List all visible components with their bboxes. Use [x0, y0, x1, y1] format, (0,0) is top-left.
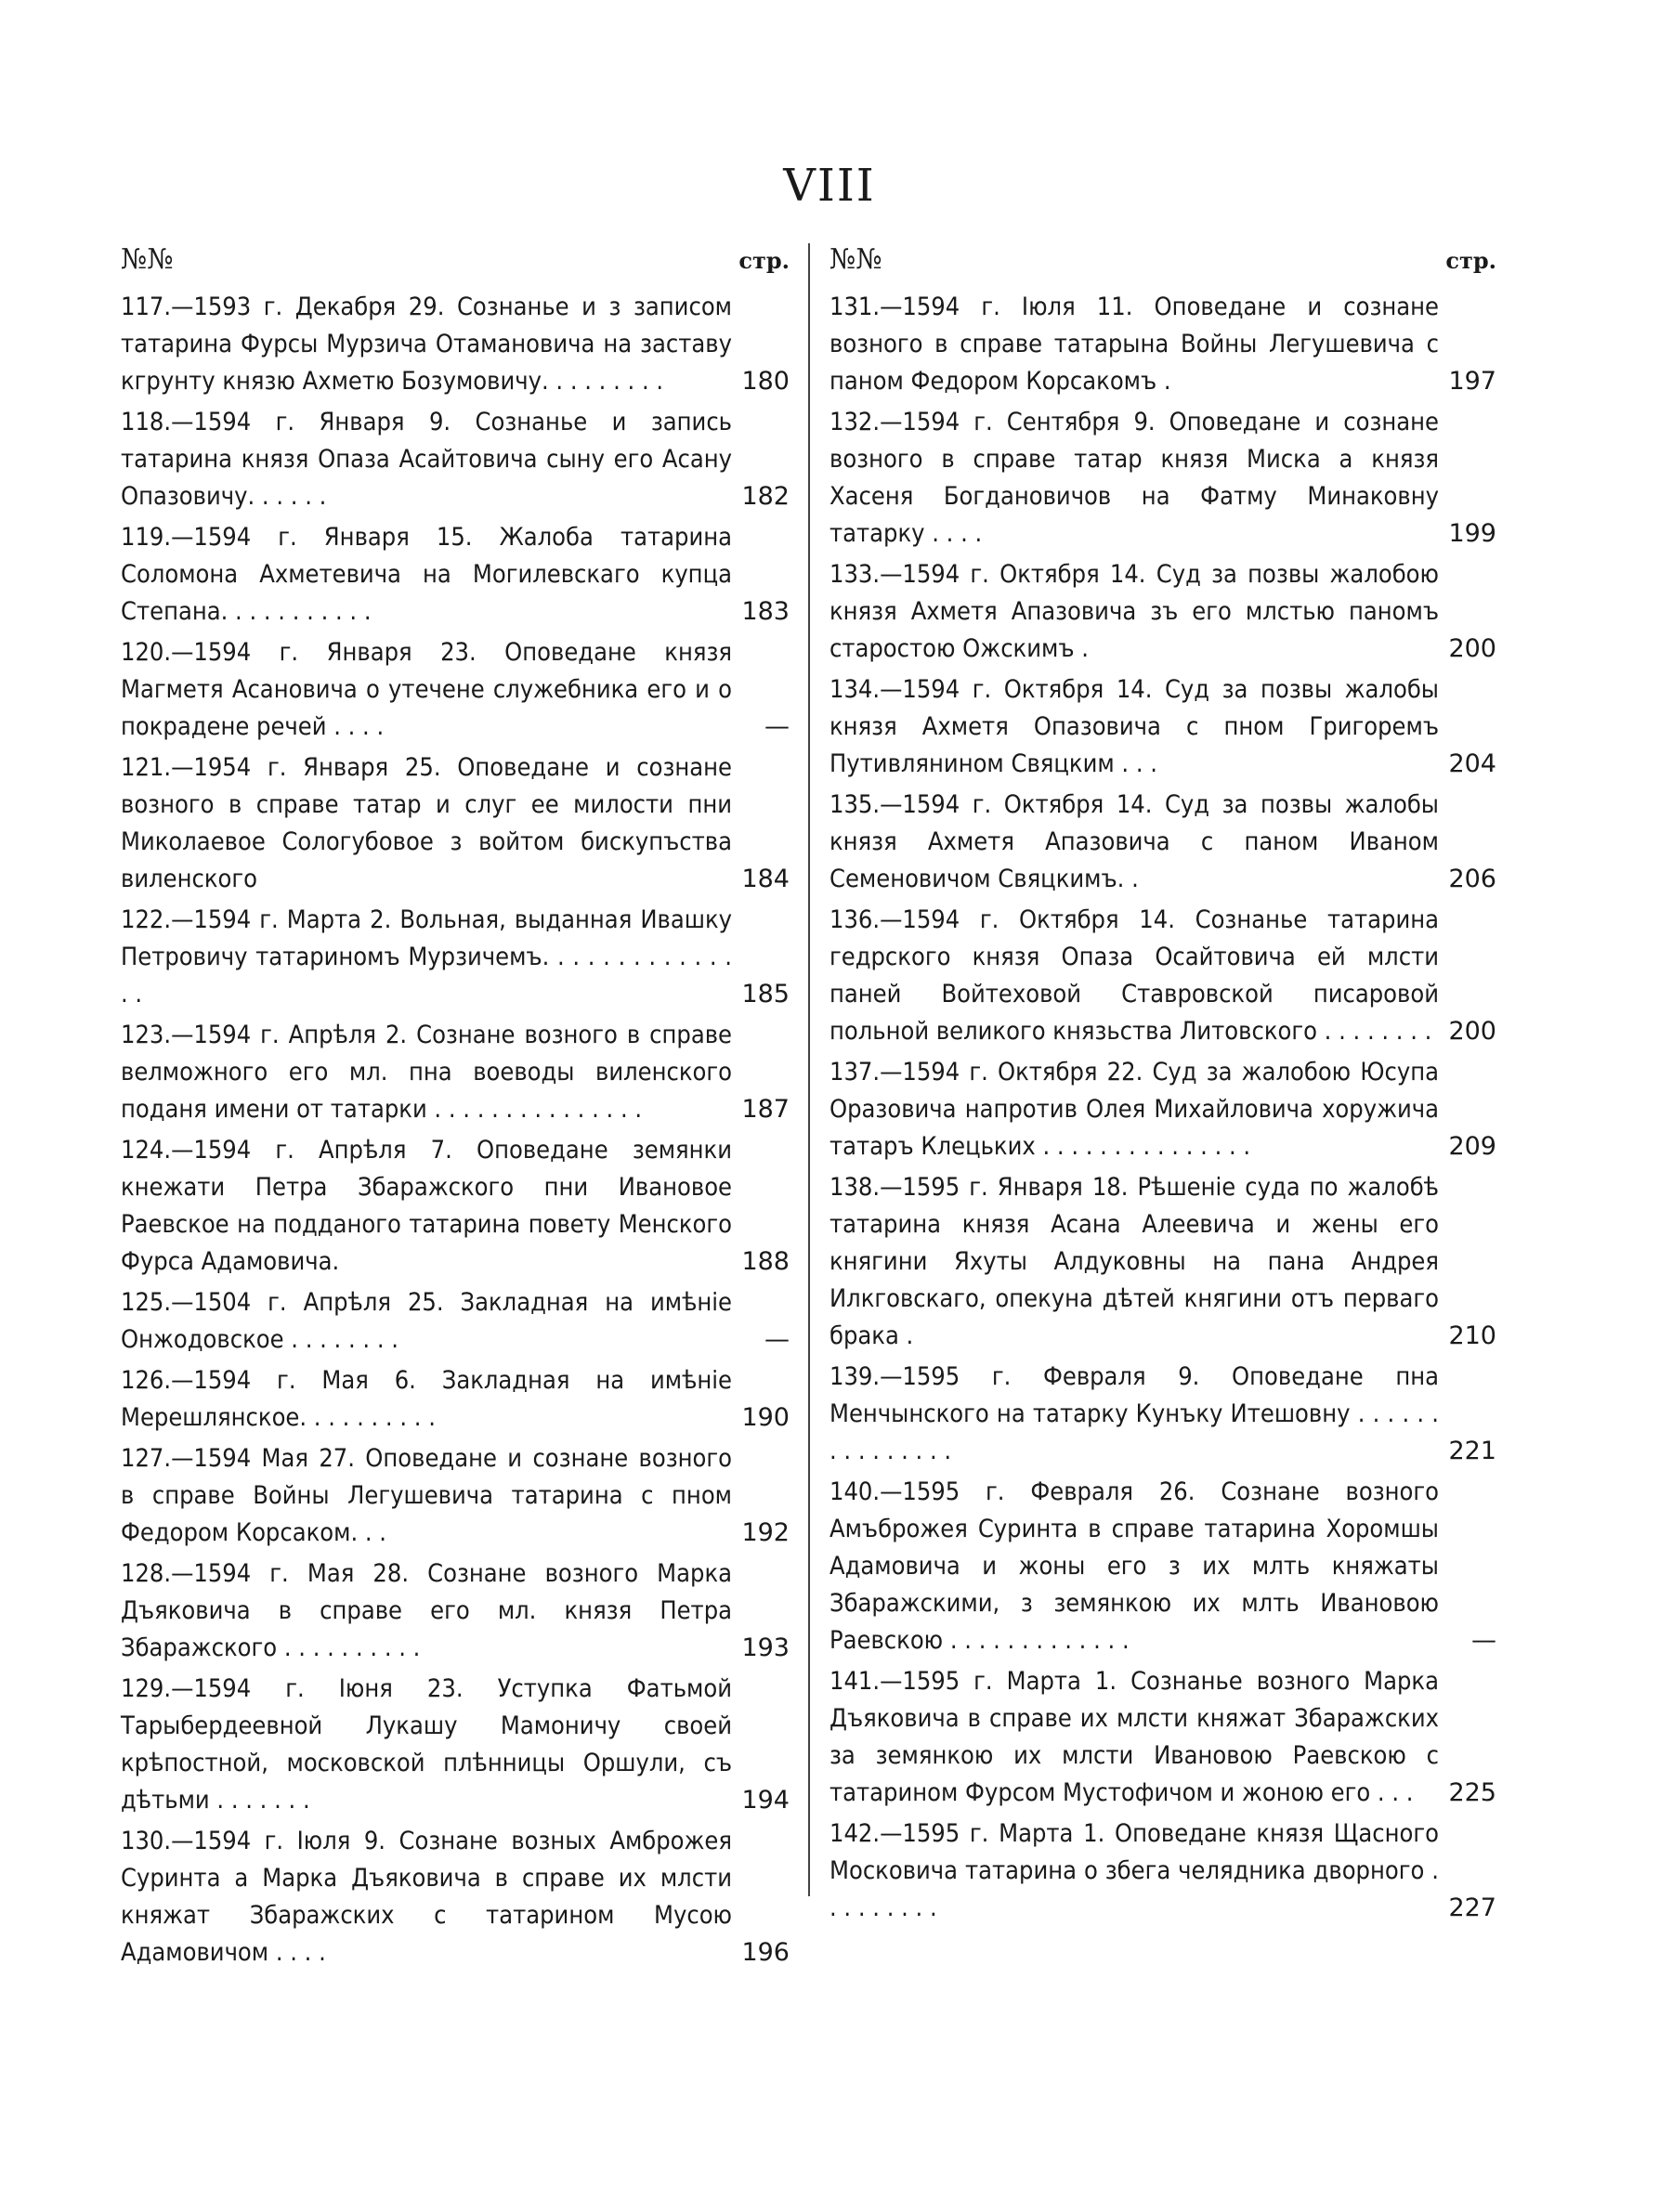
toc-entry-number: 127.	[121, 1444, 172, 1473]
toc-entry-page: 221	[1448, 1437, 1496, 1465]
toc-entry	[830, 902, 1496, 1050]
toc-entry-number: 139.	[830, 1362, 881, 1391]
column-header	[830, 243, 1496, 276]
toc-entry-text	[830, 671, 1439, 783]
page-column-label: стр.	[738, 247, 790, 274]
toc-entry	[830, 1474, 1496, 1659]
toc-entry-text	[830, 1663, 1439, 1812]
toc-entry-page: 200	[1448, 634, 1496, 663]
toc-entry-number: 137.	[830, 1058, 881, 1086]
toc-entry-text	[830, 289, 1439, 400]
toc-entry-page: —	[764, 1325, 790, 1354]
toc-entry-number: 120.	[121, 638, 172, 667]
toc-entry-page: 180	[741, 367, 790, 396]
toc-entry	[121, 289, 790, 400]
toc-entry	[121, 1555, 790, 1667]
toc-entry-title: —1594 г. Мая 28. Сознане возного Марка Дъяковича в справе его мл. князя Петра Збаражского . . . . . . . . . .	[121, 1559, 732, 1662]
toc-entry-page: 200	[1448, 1017, 1496, 1046]
toc-entry-number: 134.	[830, 675, 881, 704]
toc-entry-title: —1594 г. Іюля 9. Сознане возных Амброжея Суринта а Марка Дъяковича в справе их млсти княжат Збаражских с татарином Мусою Адамовичом . . . .	[121, 1827, 732, 1967]
toc-column-right	[830, 243, 1496, 1931]
toc-entry-text	[121, 1284, 732, 1359]
toc-entry-number: 141.	[830, 1667, 881, 1696]
toc-entry	[121, 1284, 790, 1359]
toc-entry	[121, 902, 790, 1013]
toc-entry	[830, 289, 1496, 400]
toc-entry-text	[121, 1440, 732, 1552]
toc-entry-page: 185	[741, 980, 790, 1008]
toc-entry	[121, 634, 790, 746]
toc-entry-text	[121, 902, 732, 1013]
page-number: VIII	[783, 160, 876, 212]
toc-entry-title: —1594 г. Іюля 11. Оповедане и сознане возного в справе татарына Войны Легушевича с паном Федором Корсакомъ .	[830, 293, 1439, 396]
toc-entry-number: 117.	[121, 293, 172, 321]
toc-entry-text	[121, 1555, 732, 1667]
toc-entry-text	[830, 902, 1439, 1050]
toc-entry-page: —	[1471, 1626, 1496, 1655]
column-divider	[808, 243, 810, 1896]
toc-entry-text	[830, 1815, 1439, 1927]
toc-entry-text	[830, 1359, 1439, 1470]
toc-entry	[121, 1440, 790, 1552]
toc-entry-page: 188	[741, 1247, 790, 1276]
toc-entry-text	[121, 1362, 732, 1437]
toc-entry-title: —1594 г. Января 9. Сознанье и запись татарина князя Опаза Асайтовича сыну его Асану Опазовичу. . . . . .	[121, 408, 732, 511]
toc-entry-text	[121, 289, 732, 400]
toc-entry-number: 133.	[830, 560, 881, 589]
toc-entry	[121, 1671, 790, 1819]
toc-entry	[830, 556, 1496, 668]
toc-entry-page: 184	[741, 865, 790, 893]
toc-entry	[830, 1169, 1496, 1355]
toc-entry-text	[121, 1017, 732, 1128]
toc-entry	[121, 1017, 790, 1128]
toc-entry-page: 206	[1448, 865, 1496, 893]
toc-entry-text	[830, 1054, 1439, 1165]
toc-entry	[830, 404, 1496, 553]
toc-entry	[830, 1815, 1496, 1927]
toc-entry-title: —1594 г. Іюня 23. Уступка Фатьмой Тарыбердеевной Лукашу Мамоничу своей крѣпостной, московской плѣнницы Оршули, съ дѣтьми . . . . . . .	[121, 1674, 732, 1815]
toc-entry-title: —1594 г. Октября 14. Суд за позвы жалобы князя Ахметя Апазовича с паном Иваном Семеновичом Свяцкимъ. .	[830, 790, 1439, 893]
toc-entry-text	[121, 634, 732, 746]
toc-list	[830, 289, 1496, 1927]
toc-entry-title: —1595 г. Февраля 9. Оповедане пна Менчынского на татарку Кунъку Итешовну . . . . . . . . . . . . . . .	[830, 1362, 1439, 1465]
toc-entry-text	[121, 519, 732, 631]
toc-entry-text	[830, 404, 1439, 553]
toc-entry-title: —1593 г. Декабря 29. Сознанье и з записом татарина Фурсы Мурзича Отамановича на заставу кгрунту князю Ахметю Бозумовичу. . . . . . . . .	[121, 293, 732, 396]
toc-entry	[121, 1823, 790, 1971]
toc-entry-text	[121, 1671, 732, 1819]
toc-entry-title: —1594 г. Октября 14. Суд за позвы жалобою князя Ахметя Апазовича зъ его млстью паномъ старостою Ожскимъ .	[830, 560, 1439, 663]
toc-entry-title: —1594 г. Октября 14. Суд за позвы жалобы князя Ахметя Опазовича с пном Григоремъ Путивлянином Свяцким . . .	[830, 675, 1439, 778]
toc-entry-page: 193	[741, 1633, 790, 1662]
toc-entry-number: 121.	[121, 753, 172, 782]
toc-entry-title: —1594 г. Апрѣля 2. Сознане возного в справе велможного его мл. пна воеводы виленского поданя имени от татарки . . . . . . . . . . . . . . .	[121, 1021, 732, 1124]
toc-list	[121, 289, 790, 1971]
toc-entry-title: —1594 г. Сентября 9. Оповедане и сознане возного в справе татар князя Миска а князя Хасеня Богдановичов на Фатму Минаковну татарку . . . .	[830, 408, 1439, 548]
toc-entry-number: 123.	[121, 1021, 172, 1049]
toc-entry	[121, 404, 790, 515]
toc-entry	[830, 1663, 1496, 1812]
toc-entry	[830, 787, 1496, 898]
toc-entry-page: 204	[1448, 749, 1496, 778]
toc-entry-number: 129.	[121, 1674, 172, 1703]
toc-entry-page: 225	[1448, 1778, 1496, 1807]
toc-entry-page: 196	[741, 1938, 790, 1967]
toc-column-left	[121, 243, 790, 1975]
toc-entry-page: 197	[1448, 367, 1496, 396]
toc-entry-title: —1594 г. Октября 14. Сознанье татарина гедрского князя Опаза Осайтовича ей млсти паней Войтеховой Ставровской писаровой польной великого князьства Литовского . . . . . . . .	[830, 905, 1439, 1046]
toc-entry-title: —1594 г. Января 15. Жалоба татарина Соломона Ахметевича на Могилевскаго купца Степана. . . . . . . . . . .	[121, 523, 732, 626]
number-column-label: №№	[121, 243, 174, 276]
toc-entry-title: —1595 г. Января 18. Рѣшеніе суда по жалобѣ татарина князя Асана Алеевича и жены его княгини Яхуты Алдуковны на пана Андрея Илкговскаго, опекуна дѣтей княгини отъ перваго брака .	[830, 1173, 1439, 1350]
toc-entry-title: —1595 г. Февраля 26. Сознане возного Амъброжея Суринта в справе татарина Хоромшы Адамовича и жоны его з их млть княжаты Збаражскими, з земянкою их млть Ивановою Раевскою . . . . . . . . . . . . .	[830, 1477, 1439, 1655]
toc-entry-title: —1594 г. Мая 6. Закладная на имѣніе Мерешлянское. . . . . . . . . .	[121, 1366, 732, 1432]
toc-entry-page: 199	[1448, 519, 1496, 548]
toc-entry-page: 209	[1448, 1132, 1496, 1161]
toc-entry	[830, 1054, 1496, 1165]
toc-entry-text	[121, 1823, 732, 1971]
toc-entry-text	[830, 1474, 1439, 1659]
toc-entry-text	[830, 787, 1439, 898]
column-header	[121, 243, 790, 276]
toc-entry-number: 131.	[830, 293, 881, 321]
toc-entry-number: 138.	[830, 1173, 881, 1202]
toc-entry-number: 132.	[830, 408, 881, 436]
toc-entry-page: 183	[741, 597, 790, 626]
toc-entry-title: —1594 Мая 27. Оповедане и сознане возного в справе Войны Легушевича татарина с пном Федором Корсаком. . .	[121, 1444, 732, 1547]
toc-entry-number: 128.	[121, 1559, 172, 1588]
toc-entry	[121, 749, 790, 898]
toc-entry	[121, 1132, 790, 1281]
toc-entry-page: 190	[741, 1403, 790, 1432]
toc-entry-page: 227	[1448, 1893, 1496, 1922]
toc-entry-title: —1595 г. Марта 1. Сознанье возного Марка Дъяковича в справе их млсти княжат Збаражских за земянкою их млсти Ивановою Раевскою с татарином Фурсом Мустофичом и жоною его . . .	[830, 1667, 1439, 1807]
toc-entry-page: 182	[741, 482, 790, 511]
toc-entry-page: —	[764, 712, 790, 741]
toc-entry-number: 124.	[121, 1136, 172, 1165]
toc-entry	[830, 1359, 1496, 1470]
number-column-label: №№	[830, 243, 882, 276]
toc-entry-number: 140.	[830, 1477, 881, 1506]
toc-entry-number: 118.	[121, 408, 172, 436]
toc-entry-number: 135.	[830, 790, 881, 819]
toc-entry-number: 136.	[830, 905, 881, 934]
toc-entry-page: 210	[1448, 1321, 1496, 1350]
toc-entry-number: 119.	[121, 523, 172, 552]
toc-entry-text	[121, 1132, 732, 1281]
toc-entry-title: —1594 г. Марта 2. Вольная, выданная Ивашку Петровичу татариномъ Мурзичемъ. . . . . . . . . . . . . . .	[121, 905, 732, 1008]
toc-entry-title: —1595 г. Марта 1. Оповедане князя Щасного Московича татарина о збега челядника дворного . . . . . . . . .	[830, 1819, 1439, 1922]
toc-entry-page: 194	[741, 1786, 790, 1815]
toc-entry-number: 130.	[121, 1827, 172, 1855]
toc-entry-title: —1594 г. Октября 22. Суд за жалобою Юсупа Оразовича напротив Олея Михайловича хоружича татаръ Клецьких . . . . . . . . . . . . . . .	[830, 1058, 1439, 1161]
toc-entry-page: 192	[741, 1518, 790, 1547]
toc-entry-number: 142.	[830, 1819, 881, 1848]
toc-entry-text	[121, 404, 732, 515]
toc-entry-title: —1504 г. Апрѣля 25. Закладная на имѣніе Онжодовское . . . . . . . .	[121, 1288, 732, 1354]
toc-entry-title: —1594 г. Января 23. Оповедане князя Магметя Асановича о утечене служебника его и о покрадене речей . . . .	[121, 638, 732, 741]
toc-entry-number: 126.	[121, 1366, 172, 1395]
toc-entry-text	[830, 556, 1439, 668]
toc-entry-number: 122.	[121, 905, 172, 934]
page-column-label: стр.	[1445, 247, 1496, 274]
toc-entry-title: —1594 г. Апрѣля 7. Оповедане земянки кнежати Петра Збаражского пни Ивановое Раевское на подданого татарина повету Менского Фурса Адамовича.	[121, 1136, 732, 1276]
toc-entry-page: 187	[741, 1095, 790, 1124]
toc-entry	[121, 519, 790, 631]
toc-entry-title: —1954 г. Января 25. Оповедане и сознане возного в справе татар и слуг ее милости пни Миколаевое Сологубовое з войтом бискупъства виленского	[121, 753, 732, 893]
toc-entry-number: 125.	[121, 1288, 172, 1317]
toc-entry-text	[121, 749, 732, 898]
toc-entry	[830, 671, 1496, 783]
toc-entry-text	[830, 1169, 1439, 1355]
toc-entry	[121, 1362, 790, 1437]
